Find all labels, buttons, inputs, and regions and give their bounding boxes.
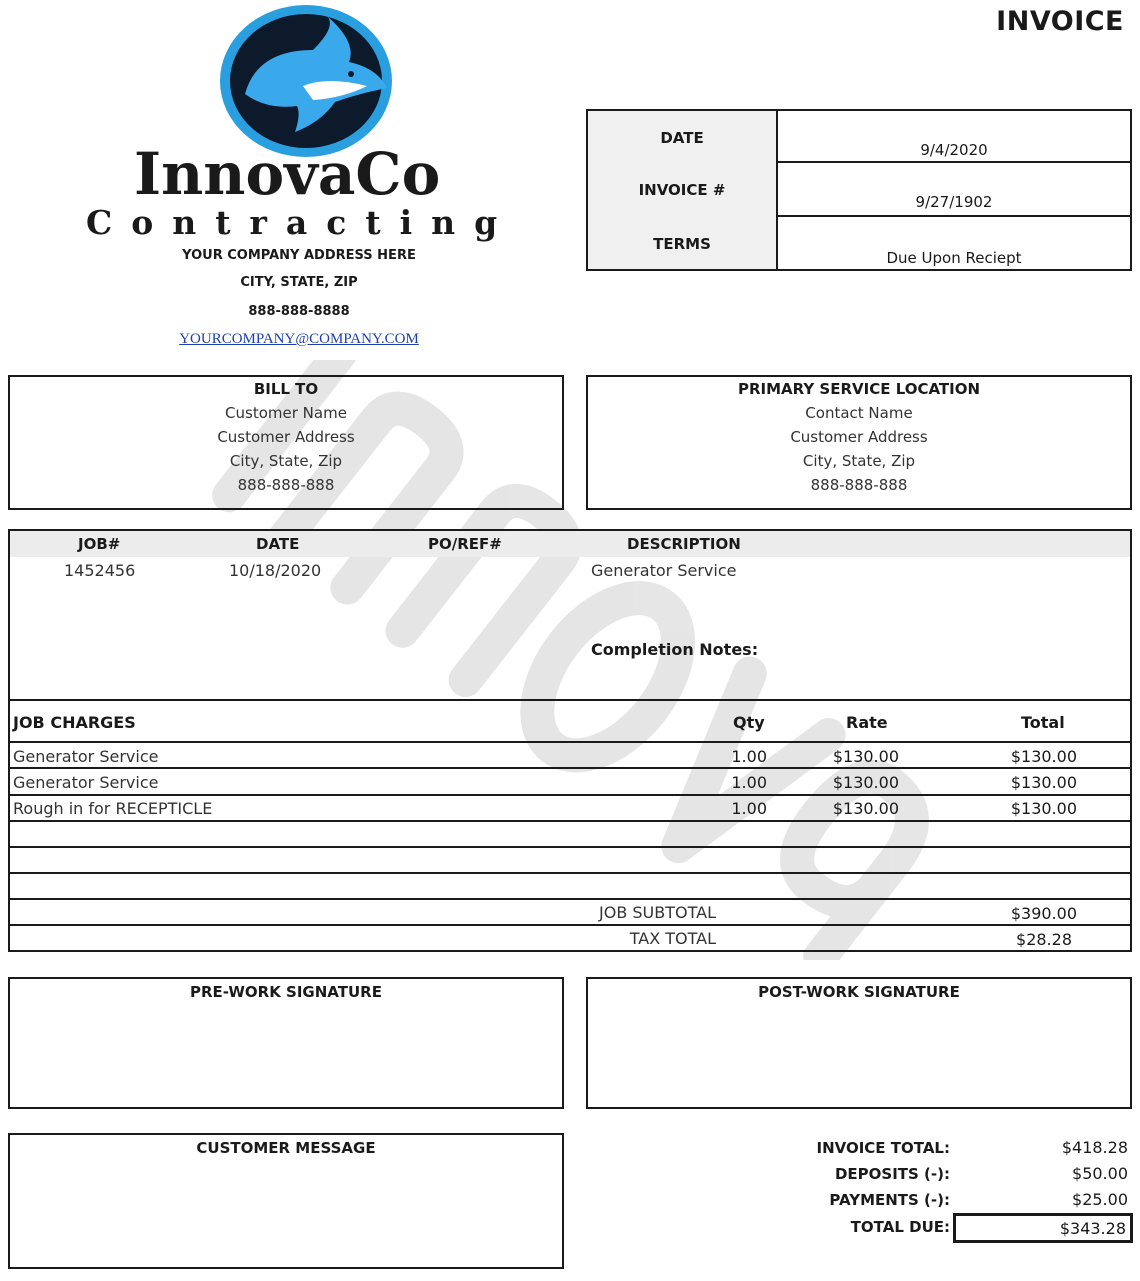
payments-value: $25.00 — [1072, 1190, 1128, 1209]
post-work-signature-label: POST-WORK SIGNATURE — [758, 983, 960, 1001]
bill-to-phone: 888-888-888 — [237, 476, 335, 494]
date-value: 9/4/2020 — [920, 141, 988, 159]
charge-row-3-rate: $130.00 — [832, 799, 899, 818]
charge-row-3-total: $130.00 — [1010, 799, 1077, 818]
charge-row-2-item: Generator Service — [13, 773, 159, 792]
company-phone: 888-888-8888 — [248, 304, 350, 319]
service-phone: 888-888-888 — [810, 476, 908, 494]
service-city: City, State, Zip — [802, 452, 916, 470]
charge-row-1-qty: 1.00 — [731, 747, 767, 766]
tax-total-label: TAX TOTAL — [629, 929, 716, 948]
total-header: Total — [1021, 713, 1065, 732]
bill-to-box — [8, 375, 564, 510]
job-date-header: DATE — [256, 535, 300, 553]
job-subtotal-label: JOB SUBTOTAL — [599, 903, 716, 922]
bill-to-heading: BILL TO — [253, 380, 319, 398]
payments-label: PAYMENTS (-): — [829, 1191, 950, 1209]
charge-row-3-item: Rough in for RECEPTICLE — [13, 799, 213, 818]
pre-work-signature-box[interactable] — [8, 977, 564, 1109]
terms-value: Due Upon Reciept — [886, 249, 1022, 267]
pre-work-signature-label: PRE-WORK SIGNATURE — [190, 983, 382, 1001]
completion-notes-label: Completion Notes: — [591, 640, 759, 659]
service-contact-name: Contact Name — [805, 404, 913, 422]
po-ref-header: PO/REF# — [428, 535, 502, 553]
job-number-value: 1452456 — [64, 561, 136, 580]
bill-to-address: Customer Address — [217, 428, 355, 446]
company-city: CITY, STATE, ZIP — [240, 275, 358, 290]
total-due-box — [953, 1213, 1133, 1243]
invoice-number-value: 9/27/1902 — [915, 193, 993, 211]
total-due-value: $343.28 — [1059, 1219, 1126, 1238]
job-date-value: 10/18/2020 — [229, 561, 322, 580]
service-location-heading: PRIMARY SERVICE LOCATION — [737, 380, 981, 398]
charge-row-2-qty: 1.00 — [731, 773, 767, 792]
deposits-label: DEPOSITS (-): — [834, 1165, 950, 1183]
deposits-value: $50.00 — [1072, 1164, 1128, 1183]
service-location-box — [586, 375, 1132, 510]
date-label: DATE — [660, 129, 704, 147]
description-header: DESCRIPTION — [627, 535, 741, 553]
job-charges-header: JOB CHARGES — [13, 713, 136, 732]
charge-row-1-item: Generator Service — [13, 747, 159, 766]
terms-label: TERMS — [653, 235, 711, 253]
tax-total-value: $28.28 — [1016, 930, 1072, 949]
charge-row-2-rate: $130.00 — [832, 773, 899, 792]
shark-logo-icon — [217, 2, 395, 160]
company-address: YOUR COMPANY ADDRESS HERE — [182, 248, 416, 263]
total-due-label: TOTAL DUE: — [850, 1218, 950, 1236]
rate-header: Rate — [846, 713, 888, 732]
job-header-row — [10, 531, 1130, 557]
invoice-total-value: $418.28 — [1061, 1138, 1128, 1157]
brand-name: InnovaCo — [134, 140, 441, 208]
invoice-number-label: INVOICE # — [638, 181, 726, 199]
customer-message-heading: CUSTOMER MESSAGE — [196, 1139, 376, 1157]
job-subtotal-value: $390.00 — [1010, 904, 1077, 923]
brand-subtitle: Contracting — [86, 203, 517, 242]
job-number-header: JOB# — [78, 535, 121, 553]
invoice-meta-table — [586, 109, 1132, 271]
description-value: Generator Service — [591, 561, 737, 580]
customer-message-box[interactable] — [8, 1133, 564, 1269]
charge-row-1-total: $130.00 — [1010, 747, 1077, 766]
page-title: INVOICE — [996, 6, 1124, 37]
post-work-signature-box[interactable] — [586, 977, 1132, 1109]
invoice-total-label: INVOICE TOTAL: — [816, 1139, 950, 1157]
bill-to-name: Customer Name — [225, 404, 347, 422]
company-email-link[interactable]: YOURCOMPANY@COMPANY.COM — [179, 331, 419, 347]
charge-row-1-rate: $130.00 — [832, 747, 899, 766]
charge-row-2-total: $130.00 — [1010, 773, 1077, 792]
service-address: Customer Address — [790, 428, 928, 446]
qty-header: Qty — [733, 713, 765, 732]
charge-row-3-qty: 1.00 — [731, 799, 767, 818]
bill-to-city: City, State, Zip — [229, 452, 343, 470]
